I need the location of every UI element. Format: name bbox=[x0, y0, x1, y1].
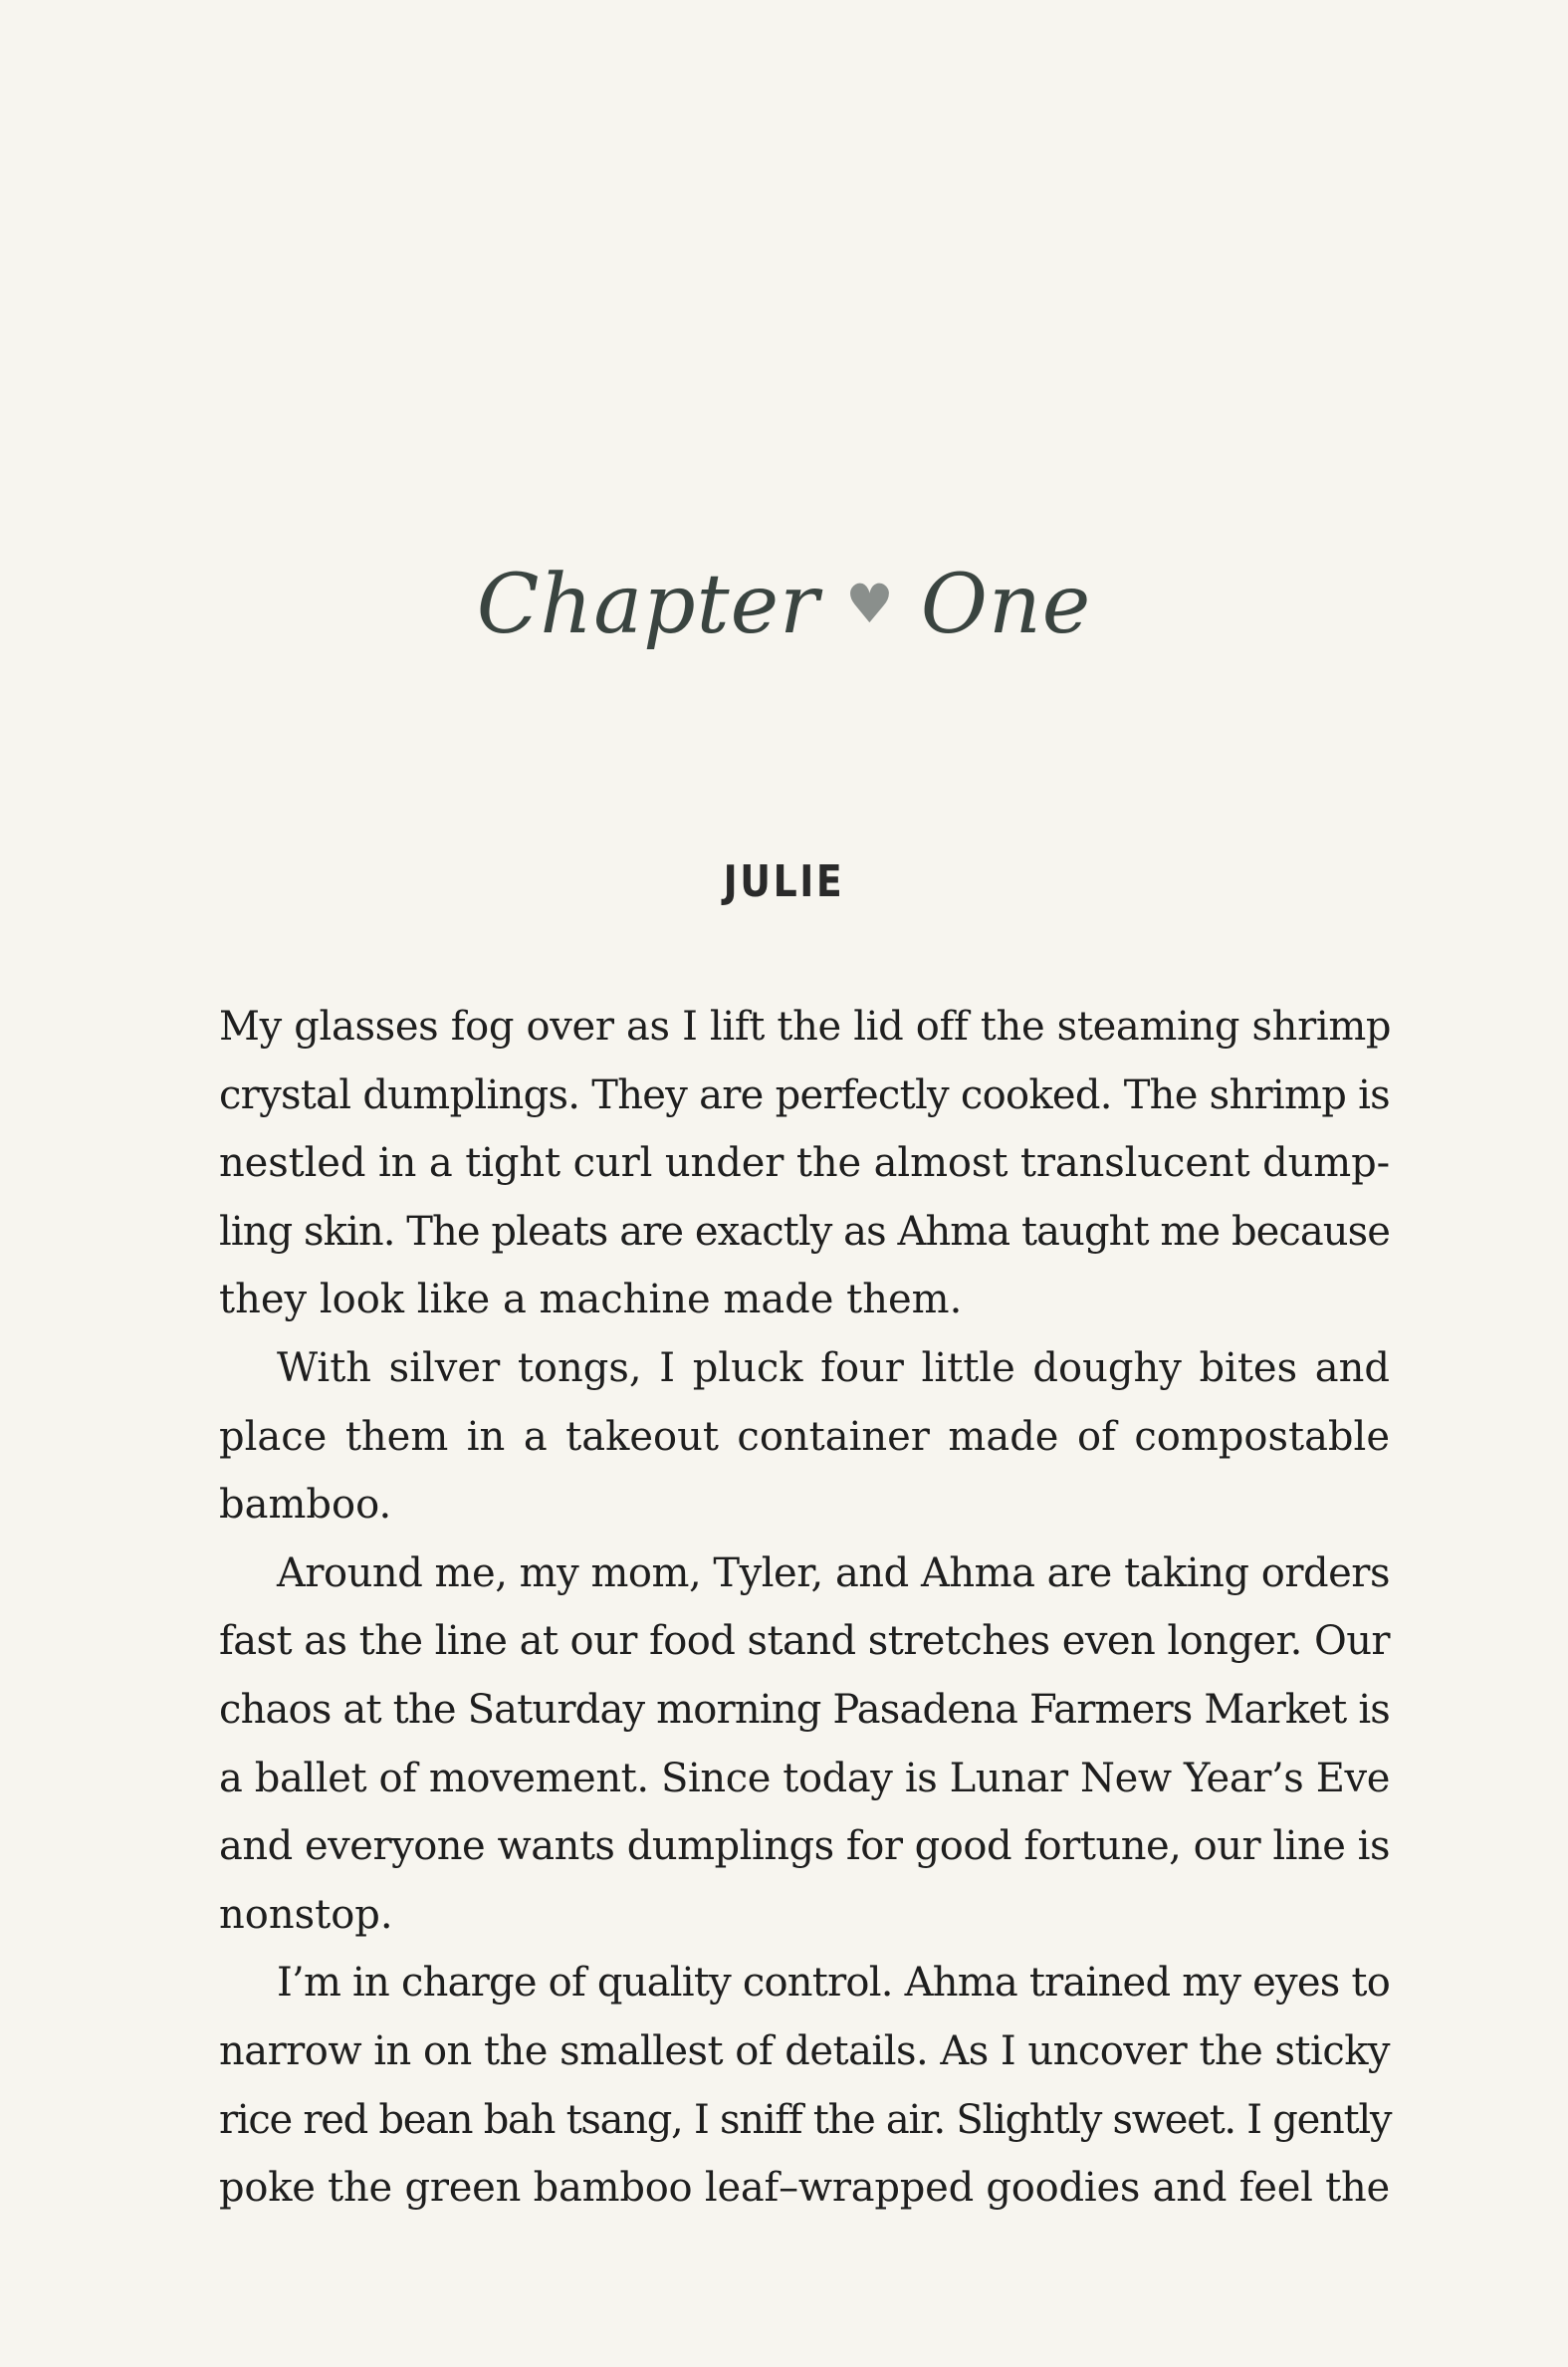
chapter-body bbox=[219, 993, 1390, 2223]
text-line: With silver tongs, I pluck four little doughy bites and bbox=[277, 1344, 1390, 1391]
text-line: I’m in charge of quality control. Ahma trained my eyes to bbox=[277, 1960, 1390, 2007]
pov-character-name: JULIE bbox=[723, 856, 845, 907]
text-line: place them in a takeout container made of compostable bbox=[219, 1413, 1390, 1460]
text-line: a ballet of movement. Since today is Lunar New Year’s Eve bbox=[219, 1755, 1391, 1801]
paragraph bbox=[219, 1949, 1390, 2222]
text-line: crystal dumplings. They are perfectly cooked. The shrimp is bbox=[219, 1071, 1390, 1118]
paragraph bbox=[219, 993, 1390, 1334]
paragraph bbox=[219, 1334, 1390, 1539]
text-line: they look like a machine made them. bbox=[219, 1277, 963, 1323]
text-line: bamboo. bbox=[219, 1482, 392, 1529]
text-line: Around me, my mom, Tyler, and Ahma are taking orders bbox=[277, 1549, 1390, 1596]
text-line: chaos at the Saturday morning Pasadena Farmers Market is bbox=[219, 1686, 1391, 1733]
text-line: narrow in on the smallest of details. As I uncover the sticky bbox=[219, 2027, 1390, 2074]
text-line: My glasses fog over as I lift the lid off the steaming shrimp bbox=[219, 1004, 1392, 1050]
chapter-heading bbox=[0, 558, 1568, 652]
text-line: rice red bean bah tsang, I sniff the air. Slightly sweet. I gently bbox=[219, 2096, 1392, 2143]
paragraph bbox=[219, 1539, 1390, 1950]
text-line: poke the green bamboo leaf–wrapped goodies and feel the bbox=[219, 2165, 1390, 2212]
text-line: ling skin. The pleats are exactly as Ahma taught me because bbox=[219, 1208, 1390, 1255]
text-line: and everyone wants dumplings for good fortune, our line is bbox=[219, 1823, 1390, 1870]
text-line: nestled in a tight curl under the almost translucent dump- bbox=[219, 1140, 1390, 1187]
text-line: nonstop. bbox=[219, 1891, 393, 1938]
text-line: fast as the line at our food stand stretches even longer. Our bbox=[219, 1618, 1390, 1665]
chapter-word: Chapter bbox=[476, 558, 820, 652]
heart-icon: ♥ bbox=[845, 573, 895, 635]
chapter-number: One bbox=[920, 558, 1092, 652]
